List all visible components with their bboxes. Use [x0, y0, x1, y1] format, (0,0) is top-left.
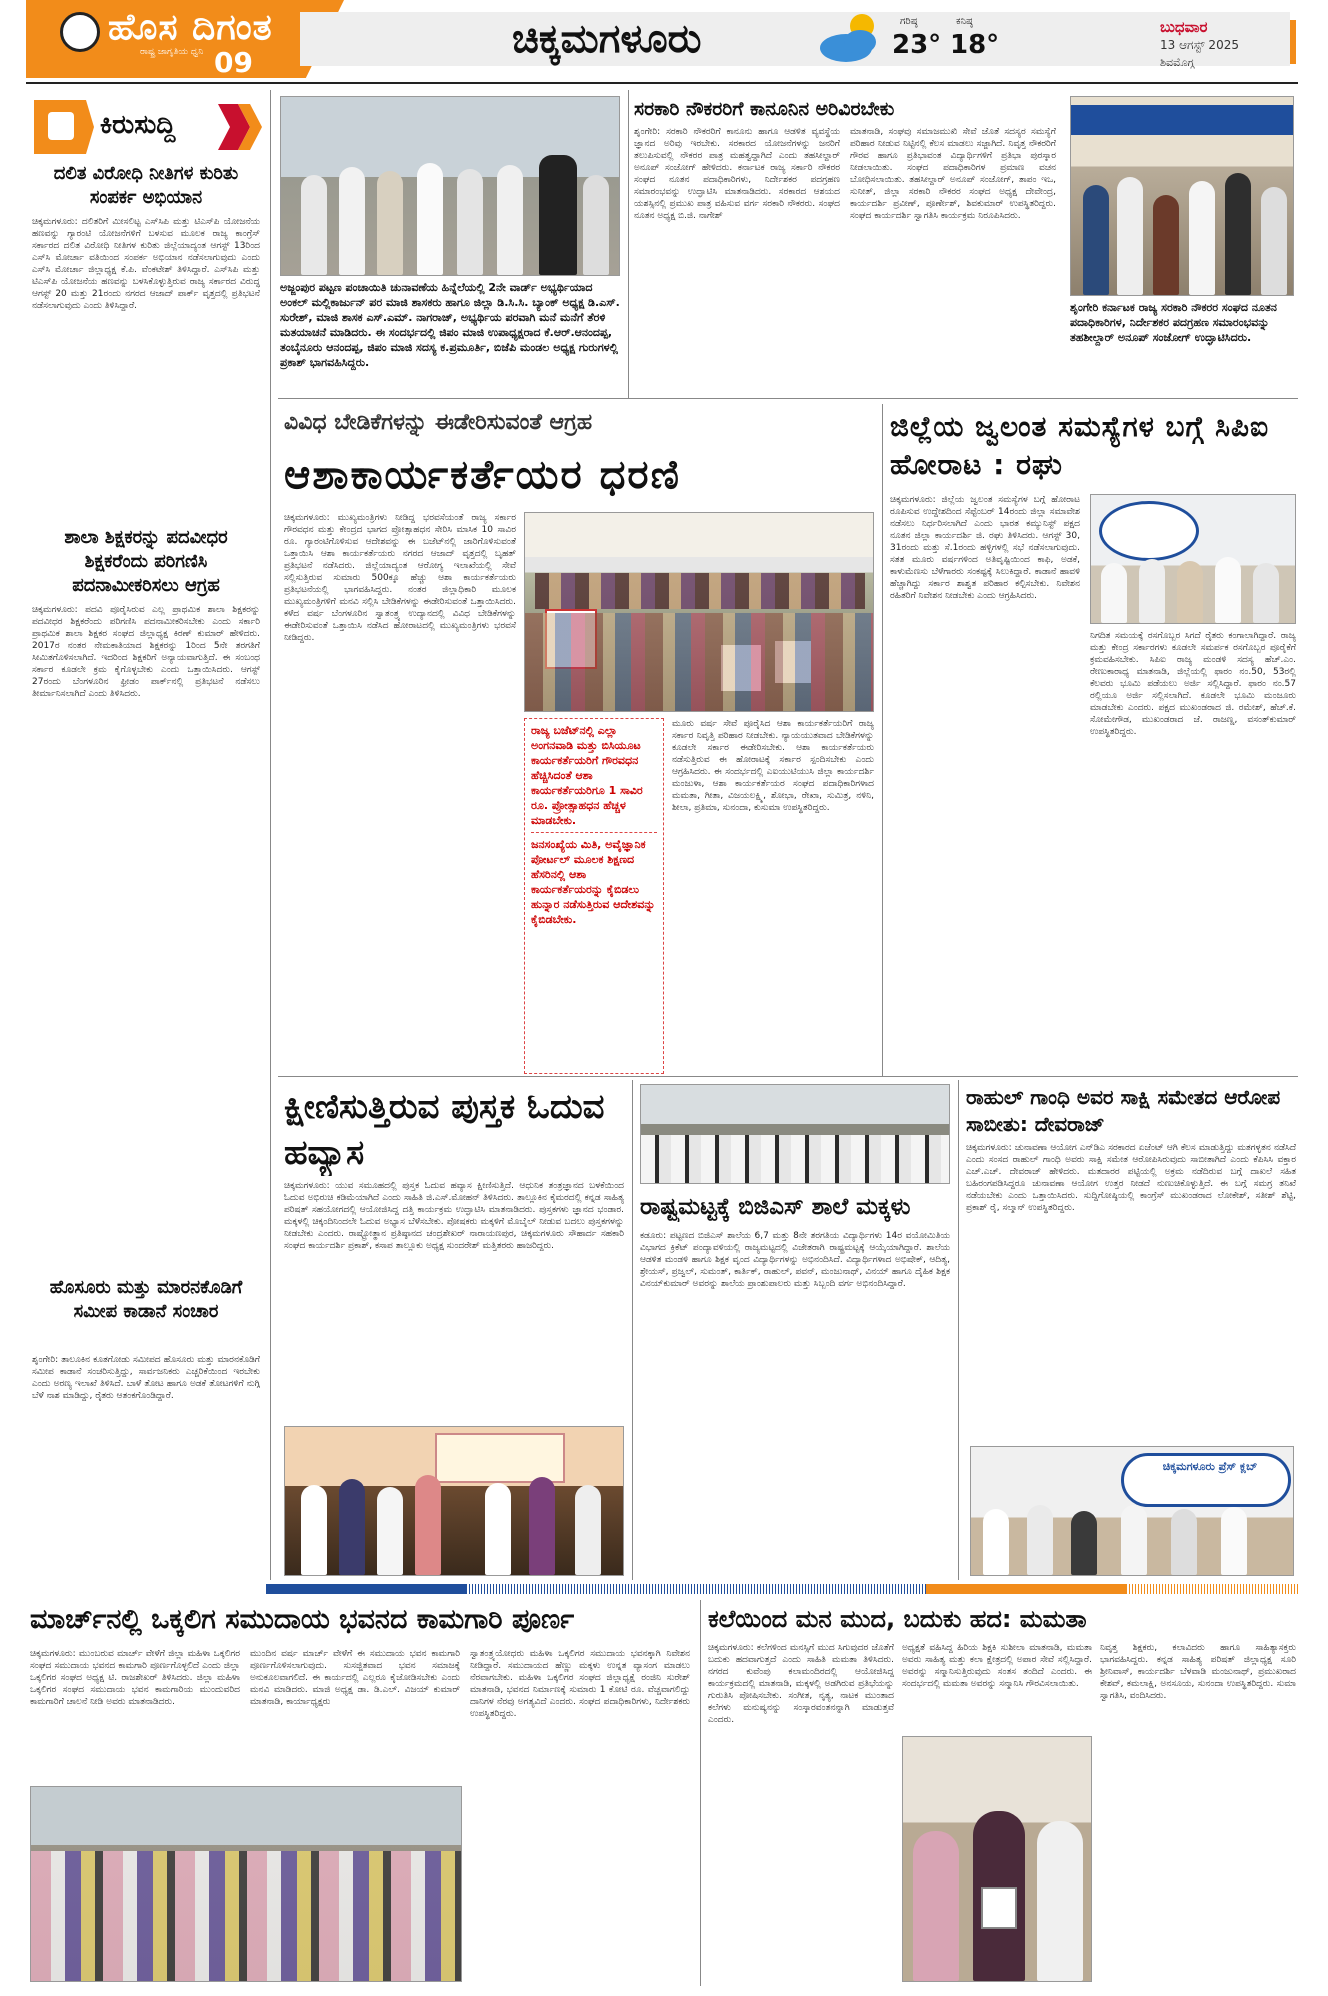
story3-body: ಶೃಂಗೇರಿ: ತಾಲೂಕಿನ ಕೂತಗೋಡು ಸಮೀಪದ ಹೊಸೂರು ಮತ್ತು ಮಾರನಕೊಡಿಗೆ ಸಮೀಪ ಕಾಡಾನೆ ಸಂಚರಿಸುತ್ತಿದ್ದು, ಸಾರ್ವಜನಿಕರು ಎಚ್ಚರಿಕೆಯಿಂದ ಇರಬೇಕು ಎಂದು ಅರಣ್ಯ ಇಲಾಖೆ ತಿಳಿಸಿದೆ. ಬಾಳೆ ತೋಟ ಹಾಗೂ ಅಡಕೆ ತೋಟಗಳಿಗೆ ನುಗ್ಗಿ ಬೆಳೆ ನಾಶ ಮಾಡಿದ್ದು, ರೈತರು ಆತಂಕಗೊಂಡಿದ್ದಾರೆ. — [32, 1355, 260, 1401]
page-number: 09 — [214, 46, 253, 79]
rahul-body: ಚಿಕ್ಕಮಗಳೂರು: ಚುನಾವಣಾ ಆಯೋಗ ಎನ್‌ಡಿಎ ಸರಕಾರದ ಏಜೆಂಟ್ ಆಗಿ ಕೆಲಸ ಮಾಡುತ್ತಿದ್ದು ಮತಗಳ್ಳತನ ನಡೆಸಿದೆ ಎಂದು ಸಂಸದ ರಾಹುಲ್ ಗಾಂಧಿ ಅವರು ಸಾಕ್ಷಿ ಸಮೇತ ಆರೋಪಿಸಿರುವುದು ಸಾಬೀತಾಗಿದೆ ಎಂದು ಕೆಪಿಸಿಸಿ ವಕ್ತಾರ ಎಚ್.ಎಚ್. ದೇವರಾಜ್ ಹೇಳಿದರು. ಮತದಾರರ ಪಟ್ಟಿಯಲ್ಲಿ ಅಕ್ರಮ ನಡೆದಿರುವ ಬಗ್ಗೆ ದಾಖಲೆ ಸಹಿತ ಬಹಿರಂಗಪಡಿಸಿದ್ದರೂ ಚುನಾವಣಾ ಆಯೋಗ ಉತ್ತರ ನೀಡದೆ ನುಣುಚಿಕೊಳ್ಳುತ್ತಿದೆ. ಈ ಬಗ್ಗೆ ಸಮಗ್ರ ತನಿಖೆ ನಡೆಯಬೇಕು ಎಂದು ಒತ್ತಾಯಿಸಿದರು. ಸುದ್ದಿಗೋಷ್ಠಿಯಲ್ಲಿ ಕಾಂಗ್ರೆಸ್ ಮುಖಂಡರಾದ ಲೋಕೇಶ್, ಸತೀಶ್ ಶೆಟ್ಟಿ, ಪ್ರಕಾಶ್ ರೈ, ಸಲ್ಮಾನ್ ಉಪಸ್ಥಿತರಿದ್ದರು. — [966, 1143, 1296, 1213]
divider-books-bjs — [632, 1080, 633, 1580]
bjs-headline: ರಾಷ್ಟ್ರಮಟ್ಟಕ್ಕೆ ಬಿಜಿಎಸ್ ಶಾಲೆ ಮಕ್ಕಳು — [640, 1194, 911, 1220]
kale-body-b: ಅಧ್ಯಕ್ಷತೆ ವಹಿಸಿದ್ದ ಹಿರಿಯ ಶಿಕ್ಷಕಿ ಸುಶೀಲಾ ಮಾತನಾಡಿ, ಮಮತಾ ಅವರು ಸಾಹಿತ್ಯ ಮತ್ತು ಕಲಾ ಕ್ಷೇತ್ರದಲ್ಲಿ ಅಪಾರ ಸೇವೆ ಸಲ್ಲಿಸಿದ್ದಾರೆ. ಅವರನ್ನು ಸನ್ಮಾನಿಸುತ್ತಿರುವುದು ಸಂತಸ ತಂದಿದೆ ಎಂದರು. ಈ ಸಂದರ್ಭದಲ್ಲಿ ಮಮತಾ ಅವರನ್ನು ಸನ್ಮಾನಿಸಿ ಗೌರವಿಸಲಾಯಿತು. — [902, 1643, 1092, 1689]
cpi-headline: ಜಿಲ್ಲೆಯ ಜ್ವಲಂತ ಸಮಸ್ಯೆಗಳ ಬಗ್ಗೆ ಸಿಪಿಐ ಹೋರಾಟ : ರಘು — [890, 410, 1270, 481]
kirusuddi-label: ಕಿರುಸುದ್ದಿ — [100, 110, 176, 140]
press-club-banner-text: ಚಿಕ್ಕಮಗಳೂರು ಪ್ರೆಸ್ ಕ್ಲಬ್ — [1162, 1460, 1258, 1473]
min-temp-label: ಕನಿಷ್ಠ — [956, 16, 973, 27]
masthead-accent-bar — [1290, 20, 1296, 64]
asha-body-left: ಚಿಕ್ಕಮಗಳೂರು: ಮುಖ್ಯಮಂತ್ರಿಗಳು ನೀಡಿದ್ದ ಭರವಸೆಯಂತೆ ರಾಜ್ಯ ಸರ್ಕಾರ ಗೌರವಧನ ಮತ್ತು ಕೇಂದ್ರದ ಭಾಗದ ಪ್ರೋತ್ಸಾಹಧನ ಸೇರಿಸಿ ಮಾಸಿಕ 10 ಸಾವಿರ ರೂ. ಗ್ಯಾರಂಟಿಗೊಳಿಸುವ ಆದೇಶವನ್ನು ಈ ಬಜೆಟ್‌ನಲ್ಲಿ ಜಾರಿಗೊಳಿಸುವಂತೆ ಒತ್ತಾಯಿಸಿ ಆಶಾ ಕಾರ್ಯಕರ್ತೆಯರು ನಗರದ ಆಜಾದ್ ವೃತ್ತದಲ್ಲಿ ಬೃಹತ್ ಪ್ರತಿಭಟನೆ ನಡೆಸಿದರು. ಜಿಲ್ಲೆಯಾದ್ಯಂತ ಆರೋಗ್ಯ ಇಲಾಖೆಯಲ್ಲಿ ಸೇವೆ ಸಲ್ಲಿಸುತ್ತಿರುವ ಸುಮಾರು 500ಕ್ಕೂ ಹೆಚ್ಚು ಆಶಾ ಕಾರ್ಯಕರ್ತೆಯರು ಪ್ರತಿಭಟನೆಯಲ್ಲಿ ಭಾಗವಹಿಸಿದ್ದರು. ನಂತರ ಜಿಲ್ಲಾಧಿಕಾರಿ ಮೂಲಕ ಮುಖ್ಯಮಂತ್ರಿಗಳಿಗೆ ಮನವಿ ಸಲ್ಲಿಸಿ ಬೇಡಿಕೆಗಳನ್ನು ಈಡೇರಿಸುವಂತೆ ಒತ್ತಾಯಿಸಿದರು. ಕಳೆದ ವರ್ಷ ಬೆಂಗಳೂರಿನ ಸ್ವಾತಂತ್ರ್ಯ ಉದ್ಯಾನದಲ್ಲಿ ವಿವಿಧ ಬೇಡಿಕೆಗಳನ್ನು ಈಡೇರಿಸುವಂತೆ ಒತ್ತಾಯಿಸಿ ನಡೆಸಿದ ಹೋರಾಟದಲ್ಲಿ ಮುಖ್ಯಮಂತ್ರಿಗಳು ಭರವಸೆ ನೀಡಿದ್ದರು. — [284, 513, 516, 643]
story1-title: ದಲಿತ ವಿರೋಧಿ ನೀತಿಗಳ ಕುರಿತು ಸಂಪರ್ಕ ಅಭಿಯಾನ — [53, 163, 239, 208]
kale-body-c: ನಿವೃತ್ತ ಶಿಕ್ಷಕರು, ಕಲಾವಿದರು ಹಾಗೂ ಸಾಹಿತ್ಯಾಸಕ್ತರು ಭಾಗವಹಿಸಿದ್ದರು. ಕನ್ನಡ ಸಾಹಿತ್ಯ ಪರಿಷತ್ ಜಿಲ್ಲಾಧ್ಯಕ್ಷ ಸೂರಿ ಶ್ರೀನಿವಾಸ್, ಕಾರ್ಯದರ್ಶಿ ಬೆಳವಾಡಿ ಮಂಜುನಾಥ್, ಪ್ರಮುಖರಾದ ಕೇಶವ್, ಕಮಲಾಕ್ಷಿ, ಅನಸೂಯ, ಸುನಂದಾ ಉಪಸ್ಥಿತರಿದ್ದರು. ಸುಮಾ ಸ್ವಾಗತಿಸಿ, ವಂದಿಸಿದರು. — [1100, 1643, 1296, 1701]
bjs-students-photo — [640, 1084, 950, 1184]
kale-body-a: ಚಿಕ್ಕಮಗಳೂರು: ಕಲೆಗಳಿಂದ ಮನಸ್ಸಿಗೆ ಮುದ ಸಿಗುವುದರ ಜೊತೆಗೆ ಬದುಕು ಹದವಾಗುತ್ತದೆ ಎಂದು ಸಾಹಿತಿ ಮಮತಾ ತಿಳಿಸಿದರು. ನಗರದ ಕುವೆಂಪು ಕಲಾಮಂದಿರದಲ್ಲಿ ಆಯೋಜಿಸಿದ್ದ ಕಾರ್ಯಕ್ರಮದಲ್ಲಿ ಮಾತನಾಡಿ, ಮಕ್ಕಳಲ್ಲಿ ಅಡಗಿರುವ ಪ್ರತಿಭೆಯನ್ನು ಗುರುತಿಸಿ ಪೋಷಿಸಬೇಕು. ಸಂಗೀತ, ನೃತ್ಯ, ನಾಟಕ ಮುಂತಾದ ಕಲೆಗಳು ಮನುಷ್ಯನನ್ನು ಸಂಸ್ಕಾರವಂತನನ್ನಾಗಿ ಮಾಡುತ್ತವೆ ಎಂದರು. — [708, 1643, 894, 1725]
okkaliga-body-c: ಸ್ವಾತಂತ್ರ್ಯಯೋಧರು ಮಹಿಳಾ ಒಕ್ಕಲಿಗರ ಸಮುದಾಯ ಭವನಕ್ಕಾಗಿ ನಿವೇಶನ ನೀಡಿದ್ದಾರೆ. ಸಮುದಾಯದ ಹೆಣ್ಣು ಮಕ್ಕಳು ಉನ್ನತ ವ್ಯಾಸಂಗ ಮಾಡಲು ನೆರವಾಗಬೇಕು. ಮಹಿಳಾ ಒಕ್ಕಲಿಗರ ಸಂಘದ ಜಿಲ್ಲಾಧ್ಯಕ್ಷೆ ರಂಜಿನಿ ಸುರೇಶ್ ಮಾತನಾಡಿ, ಭವನದ ನಿರ್ಮಾಣಕ್ಕೆ ಸುಮಾರು 1 ಕೋಟಿ ರೂ. ವೆಚ್ಚವಾಗಲಿದ್ದು ದಾನಿಗಳ ನೆರವು ಅಗತ್ಯವಿದೆ ಎಂದರು. ಸಂಘದ ಪದಾಧಿಕಾರಿಗಳು, ನಿರ್ದೇಶಕರು ಉಪಸ್ಥಿತರಿದ್ದರು. — [470, 1649, 690, 1719]
cpi-body-right: ನಿಗದಿತ ಸಮಯಕ್ಕೆ ರಸಗೊಬ್ಬರ ಸಿಗದೆ ರೈತರು ಕಂಗಾಲಾಗಿದ್ದಾರೆ. ರಾಜ್ಯ ಮತ್ತು ಕೇಂದ್ರ ಸರ್ಕಾರಗಳು ಕೂಡಲೇ ಸಮರ್ಪಕ ರಸಗೊಬ್ಬರ ಪೂರೈಕೆಗೆ ಕ್ರಮವಹಿಸಬೇಕು. ಸಿಪಿಐ ರಾಜ್ಯ ಮಂಡಳಿ ಸದಸ್ಯ ಹೆಚ್.ಎಂ. ರೇಣುಕಾರಾಧ್ಯ ಮಾತನಾಡಿ, ಜಿಲ್ಲೆಯಲ್ಲಿ ಫಾರಂ ನಂ.50, 53ರಲ್ಲಿ ಕೆಲವರು ಭೂಮಿ ಪಡೆಯಲು ಅರ್ಜಿ ಸಲ್ಲಿಸಿದ್ದಾರೆ. ಫಾರಂ ನಂ.57 ರಲ್ಲಿಯೂ ಅರ್ಜಿ ಸಲ್ಲಿಸಲಾಗಿದೆ. ಕೂಡಲೇ ಭೂಮಿ ಮಂಜೂರು ಮಾಡಬೇಕು ಎಂದರು. ಪಕ್ಷದ ಮುಖಂಡರಾದ ಜಿ. ರಮೇಶ್, ಹೆಚ್.ಕೆ. ಸೋಮೇಗೌಡ, ಮುಖಂಡರಾದ ಜೆ. ರಾಜಣ್ಣ, ವಸಂತ್‌ಕುಮಾರ್ ಉಪಸ್ಥಿತರಿದ್ದರು. — [1090, 631, 1296, 737]
kale-felicitation-photo — [902, 1736, 1092, 1982]
story3-title: ಹೊಸೂರು ಮತ್ತು ಮಾರನಕೊಡಿಗೆ ಸಮೀಪ ಕಾಡಾನೆ ಸಂಚಾರ — [49, 1277, 243, 1322]
max-temp-value: 23° — [892, 30, 942, 60]
books-body: ಚಿಕ್ಕಮಗಳೂರು: ಯುವ ಸಮೂಹದಲ್ಲಿ ಪುಸ್ತಕ ಓದುವ ಹವ್ಯಾಸ ಕ್ಷೀಣಿಸುತ್ತಿದೆ. ಆಧುನಿಕ ತಂತ್ರಜ್ಞಾನದ ಬಳಕೆಯಿಂದ ಓದುವ ಅಭಿರುಚಿ ಕಡಿಮೆಯಾಗಿದೆ ಎಂದು ಸಾಹಿತಿ ಜಿ.ಎಸ್.ಮೋಹನ್ ತಿಳಿಸಿದರು. ತಾಲ್ಲೂಕಿನ ಕೈಮರದಲ್ಲಿ ಕನ್ನಡ ಸಾಹಿತ್ಯ ಪರಿಷತ್ ಸಹಯೋಗದಲ್ಲಿ ಆಯೋಜಿಸಿದ್ದ ದತ್ತಿ ಕಾರ್ಯಕ್ರಮ ಉದ್ಘಾಟಿಸಿ ಮಾತನಾಡಿದರು. ಪುಸ್ತಕಗಳು ಜ್ಞಾನದ ಭಂಡಾರ. ಮಕ್ಕಳಲ್ಲಿ ಚಿಕ್ಕಂದಿನಿಂದಲೇ ಓದುವ ಅಭ್ಯಾಸ ಬೆಳೆಸಬೇಕು. ಪೋಷಕರು ಮಕ್ಕಳಿಗೆ ಮೊಬೈಲ್ ನೀಡುವ ಬದಲು ಪುಸ್ತಕಗಳನ್ನು ನೀಡಬೇಕು ಎಂದರು. ರಾಷ್ಟ್ರೋತ್ಥಾನ ಪ್ರತಿಷ್ಠಾನದ ಚಂದ್ರಶೇಖರ್ ನಾರಾಯಣಪುರ, ಚಿಕ್ಕಮಗಳೂರು ಸೌಹಾರ್ದ ಸಹಕಾರಿ ಸಂಘದ ಕಾರ್ಯದರ್ಶಿ ಪ್ರಕಾಶ್, ಕಸಾಪ ತಾಲ್ಲೂಕು ಅಧ್ಯಕ್ಷ ಸುಂದರೇಶ್ ಮತ್ತಿತರರು ಹಾಜರಿದ್ದರು. — [284, 1181, 624, 1251]
cpi-body-left: ಚಿಕ್ಕಮಗಳೂರು: ಜಿಲ್ಲೆಯ ಜ್ವಲಂತ ಸಮಸ್ಯೆಗಳ ಬಗ್ಗೆ ಹೋರಾಟ ರೂಪಿಸುವ ಉದ್ದೇಶದಿಂದ ಸೆಪ್ಟೆಂಬರ್ 14ರಂದು ಜಿಲ್ಲಾ ಸಮಾವೇಶ ನಡೆಸಲು ನಿರ್ಧರಿಸಲಾಗಿದೆ ಎಂದು ಭಾರತ ಕಮ್ಯುನಿಸ್ಟ್ ಪಕ್ಷದ ನೂತನ ಜಿಲ್ಲಾ ಕಾರ್ಯದರ್ಶಿ ಜಿ. ರಘು ತಿಳಿಸಿದರು. ಆಗಸ್ಟ್ 30, 31ರಂದು ಮತ್ತು ಸೆ.1ರಂದು ಹಳ್ಳಿಗಳಲ್ಲಿ ಸಭೆ ನಡೆಸಲಾಗುವುದು. ಸತತ ಮೂರು ವರ್ಷಗಳಿಂದ ಅತಿವೃಷ್ಟಿಯಿಂದ ಕಾಫಿ, ಅಡಕೆ, ಕಾಳುಮೆಣಸು ಬೆಳೆಗಾರರು ಸಂಕಷ್ಟಕ್ಕೆ ಸಿಲುಕಿದ್ದಾರೆ. ಕಾಡಾನೆ ಹಾವಳಿ ಹೆಚ್ಚಾಗಿದ್ದು ಸರ್ಕಾರ ಶಾಶ್ವತ ಪರಿಹಾರ ಕಲ್ಪಿಸಬೇಕು. ನಿವೇಶನ ರಹಿತರಿಗೆ ನಿವೇಶನ ನೀಡಬೇಕು ಎಂದು ಆಗ್ರಹಿಸಿದರು. — [890, 495, 1080, 601]
asha-protest-photo — [524, 512, 874, 712]
asha-kicker: ವಿವಿಧ ಬೇಡಿಕೆಗಳನ್ನು ಈಡೇರಿಸುವಂತೆ ಆಗ್ರಹ — [284, 410, 593, 435]
masthead-rule — [26, 82, 1298, 84]
kale-headline: ಕಲೆಯಿಂದ ಮನ ಮುದ, ಬದುಕು ಹದ: ಮಮತಾ — [708, 1605, 1087, 1633]
okkaliga-group-photo — [30, 1786, 462, 1982]
left-column-divider — [270, 90, 271, 1580]
cpi-press-photo — [1090, 494, 1296, 624]
brand-name: ಹೊಸ ದಿಗಂತ — [108, 7, 273, 48]
row2-bottom-rule — [278, 1076, 1298, 1077]
asha-body-mid: ಮೂರು ವರ್ಷ ಸೇವೆ ಪೂರೈಸಿದ ಆಶಾ ಕಾರ್ಯಕರ್ತೆಯರಿಗೆ ರಾಜ್ಯ ಸರ್ಕಾರ ನಿವೃತ್ತಿ ಪರಿಹಾರ ನೀಡಬೇಕು. ನ್ಯಾಯಯುತವಾದ ಬೇಡಿಕೆಗಳನ್ನು ಕೂಡಲೇ ಸರ್ಕಾರ ಈಡೇರಿಸಬೇಕು. ಆಶಾ ಕಾರ್ಯಕರ್ತೆಯರು ನಡೆಸುತ್ತಿರುವ ಈ ಹೋರಾಟಕ್ಕೆ ಸರ್ಕಾರ ಸ್ಪಂದಿಸಬೇಕು ಎಂದು ಆಗ್ರಹಿಸಿದರು. ಈ ಸಂದರ್ಭದಲ್ಲಿ ಎಐಯುಟಿಯುಸಿ ಜಿಲ್ಲಾ ಕಾರ್ಯದರ್ಶಿ ಮಂಜುಳಾ, ಆಶಾ ಕಾರ್ಯಕರ್ತೆಯರ ಸಂಘದ ಪದಾಧಿಕಾರಿಗಳಾದ ಮಮತಾ, ಗೀತಾ, ವಿಜಯಲಕ್ಷ್ಮಿ, ಶೋಭಾ, ರೇಖಾ, ಸುಮಿತ್ರ, ನಳಿನಿ, ಶೀಲಾ, ಪ್ರತಿಮಾ, ಸುನಂದಾ, ಕುಸುಮಾ ಉಪಸ್ಥಿತರಿದ್ದರು. — [672, 719, 874, 813]
asha-demand-2: ಜನಸಂಖ್ಯೆಯ ಮಿತಿ, ಅವೈಜ್ಞಾನಿಕ ಪೋರ್ಟಲ್ ಮೂಲಕ ಶಿಕ್ಷಣದ ಹೆಸರಿನಲ್ಲಿ ಆಶಾ ಕಾರ್ಯಕರ್ತೆಯರನ್ನು ಕೈಬಿಡಲು ಹುನ್ನಾರ ನಡೆಸುತ್ತಿರುವ ಆದೇಶವನ್ನು ಕೈಬಿಡಬೇಕು. — [531, 838, 656, 926]
max-temp-label: ಗರಿಷ್ಠ — [900, 16, 918, 27]
edition-name: ಶಿವಮೊಗ್ಗ — [1160, 56, 1195, 69]
weather-cloud-icon — [812, 8, 888, 68]
asha-demands-box — [524, 718, 664, 1074]
divider-r1a — [628, 90, 629, 398]
row1-bottom-rule — [278, 398, 1298, 399]
date-full: 13 ಆಗಸ್ಟ್ 2025 — [1160, 38, 1239, 52]
story2-title: ಶಾಲಾ ಶಿಕ್ಷಕರನ್ನು ಪದವೀಧರ ಶಿಕ್ಷಕರೆಂದು ಪರಿಗಣಿಸಿ ಪದನಾಮೀಕರಿಸಲು ಆಗ್ರಹ — [64, 527, 228, 596]
sringeri-photo-caption: ಶೃಂಗೇರಿ ಕರ್ನಾಟಕ ರಾಜ್ಯ ಸರಕಾರಿ ನೌಕರರ ಸಂಘದ ನೂತನ ಪದಾಧಿಕಾರಿಗಳ, ನಿರ್ದೇಶಕರ ಪದಗ್ರಹಣ ಸಮಾರಂಭವನ್ನು ತಹಶೀಲ್ದಾರ್ ಅನೂಪ್ ಸಂಜೋಗ್ ಉದ್ಘಾಟಿಸಿದರು. — [1070, 301, 1277, 344]
city-title: ಚಿಕ್ಕಮಗಳೂರು — [512, 16, 702, 62]
date-day: ಬುಧವಾರ — [1160, 18, 1208, 36]
bjs-body: ಕಡೂರು: ಪಟ್ಟಣದ ಬಿಜಿಎಸ್ ಶಾಲೆಯ 6,7 ಮತ್ತು 8ನೇ ತರಗತಿಯ ವಿದ್ಯಾರ್ಥಿಗಳು 14ರ ವಯೋಮಿತಿಯ ವಿಭಾಗದ ಕ್ರಿಕೆಟ್ ಪಂದ್ಯಾವಳಿಯಲ್ಲಿ ರಾಜ್ಯಮಟ್ಟದಲ್ಲಿ ವಿಜೇತರಾಗಿ ರಾಷ್ಟ್ರಮಟ್ಟಕ್ಕೆ ಆಯ್ಕೆಯಾಗಿದ್ದಾರೆ. ಶಾಲೆಯ ಆಡಳಿತ ಮಂಡಳಿ ಹಾಗೂ ಶಿಕ್ಷಕ ವೃಂದ ವಿದ್ಯಾರ್ಥಿಗಳನ್ನು ಅಭಿನಂದಿಸಿದೆ. ವಿದ್ಯಾರ್ಥಿಗಳಾದ ಅಭಿಷೇಕ್, ಆದಿತ್ಯ, ಶ್ರೇಯಸ್, ಪ್ರಜ್ವಲ್, ಸುಮಂತ್, ಕಾರ್ತಿಕ್, ರಾಹುಲ್, ಪವನ್, ಮಂಜುನಾಥ್, ವಿನಯ್ ಹಾಗೂ ದೈಹಿಕ ಶಿಕ್ಷಕ ವಿನಯ್‌ಕುಮಾರ್ ಅವರನ್ನು ಶಾಲೆಯ ಪ್ರಾಂಶುಪಾಲರು ಮತ್ತು ಸಿಬ್ಬಂದಿ ವರ್ಗ ಅಭಿನಂದಿಸಿದ್ದಾರೆ. — [640, 1231, 950, 1289]
govt-employees-body-right: ಮಾತನಾಡಿ, ಸಂಘವು ಸಮಾಜಮುಖಿ ಸೇವೆ ಜೊತೆ ಸದಸ್ಯರ ಸಮಸ್ಯೆಗೆ ಪರಿಹಾರ ನೀಡುವ ನಿಟ್ಟಿನಲ್ಲಿ ಕೆಲಸ ಮಾಡಲು ಸಜ್ಜಾಗಿದೆ. ನಿವೃತ್ತ ನೌಕರರಿಗೆ ಗೌರವ ಹಾಗೂ ಪ್ರತಿಭಾವಂತ ವಿದ್ಯಾರ್ಥಿಗಳಿಗೆ ಪ್ರತಿಭಾ ಪುರಸ್ಕಾರ ನೀಡಲಾಯಿತು. ಸಂಘದ ಪದಾಧಿಕಾರಿಗಳ ಪ್ರಮಾಣ ವಚನ ಬೋಧಿಸಲಾಯಿತು. ತಹಸೀಲ್ದಾರ್ ಅನೂಪ್ ಸಂಜೋಗ್, ತಾಪಂ ಇಒ, ಸುನೀತ್, ಜಿಲ್ಲಾ ಸರಕಾರಿ ನೌಕರರ ಸಂಘದ ಅಧ್ಯಕ್ಷ ದೇವೇಂದ್ರ, ಕಾರ್ಯದರ್ಶಿ ಪ್ರವೀಣ್, ಪೂರ್ಣೇಶ್, ಶಿವಕುಮಾರ್ ಉಪಸ್ಥಿತರಿದ್ದರು. ಸಂಘದ ಕಾರ್ಯದರ್ಶಿ ಸ್ವಾಗತಿಸಿ ಕಾರ್ಯಕ್ರಮ ನಿರೂಪಿಸಿದರು. — [850, 127, 1056, 221]
brand-logo-icon — [60, 12, 100, 52]
brand-tagline: ರಾಷ್ಟ್ರ ಜಾಗೃತಿಯ ಧ್ವನಿ — [140, 47, 204, 57]
okkaliga-headline: ಮಾರ್ಚ್‌ನಲ್ಲಿ ಒಕ್ಕಲಿಗ ಸಮುದಾಯ ಭವನದ ಕಾಮಗಾರಿ ಪೂರ್ಣ — [30, 1604, 575, 1635]
books-event-photo — [284, 1426, 624, 1576]
min-temp-value: 18° — [950, 30, 1000, 60]
masthead — [0, 0, 1328, 80]
okkaliga-body-b: ಮುಂದಿನ ವರ್ಷ ಮಾರ್ಚ್ ವೇಳೆಗೆ ಈ ಸಮುದಾಯ ಭವನ ಕಾಮಗಾರಿ ಪೂರ್ಣಗೊಳಿಸಲಾಗುವುದು. ಸುಸಜ್ಜಿತವಾದ ಭವನ ಸಮಾಜಕ್ಕೆ ಅನುಕೂಲವಾಗಲಿದೆ. ಈ ಕಾರ್ಯದಲ್ಲಿ ಎಲ್ಲರೂ ಕೈಜೋಡಿಸಬೇಕು ಎಂದು ಮನವಿ ಮಾಡಿದರು. ಮಾಜಿ ಅಧ್ಯಕ್ಷ ಡಾ. ಡಿ.ಎಲ್. ವಿಜಯ್ ಕುಮಾರ್ ಮಾತನಾಡಿ, ಕಾರ್ಯಾಧ್ಯಕ್ಷರು — [250, 1649, 460, 1707]
divider-asha-cpi — [882, 404, 883, 1076]
govt-employees-body-left: ಶೃಂಗೇರಿ: ಸರಕಾರಿ ನೌಕರರಿಗೆ ಕಾನೂನು ಹಾಗೂ ಆಡಳಿತ ವ್ಯವಸ್ಥೆಯ ಜ್ಞಾನದ ಅರಿವು ಇರಬೇಕು. ಸರಕಾರದ ಯೋಜನೆಗಳನ್ನು ಜನರಿಗೆ ತಲುಪಿಸುವಲ್ಲಿ ನೌಕರರ ಪಾತ್ರ ಮಹತ್ವದ್ದಾಗಿದೆ ಎಂದು ತಹಸೀಲ್ದಾರ್ ಅನೂಪ್ ಸಂಜೋಗ್ ಹೇಳಿದರು. ಕರ್ನಾಟಕ ರಾಜ್ಯ ಸರ್ಕಾರಿ ನೌಕರರ ಸಂಘದ ನೂತನ ಪದಾಧಿಕಾರಿಗಳು, ನಿರ್ದೇಶಕರ ಪದಗ್ರಹಣ ಸಮಾರಂಭವನ್ನು ಉದ್ಘಾಟಿಸಿ ಮಾತನಾಡಿದರು. ಸರಕಾರದ ಆಶಯದ ಯಶಸ್ಸಿನಲ್ಲಿ ಪ್ರಮುಖ ಪಾತ್ರ ವಹಿಸುವ ವರ್ಗ ಸರಕಾರಿ ನೌಕರರು. ಸಂಘದ ನೂತನ ಅಧ್ಯಕ್ಷ ಬಿ.ಜಿ. ನಾಗೇಶ್ — [634, 127, 840, 221]
sringeri-event-photo — [1070, 96, 1294, 296]
story1-body: ಚಿಕ್ಕಮಗಳೂರು: ದಲಿತರಿಗೆ ಮೀಸಲಿಟ್ಟ ಎಸ್‌ಸಿಪಿ ಮತ್ತು ಟಿಎಸ್‌ಪಿ ಯೋಜನೆಯ ಹಣವನ್ನು ಗ್ಯಾರಂಟಿ ಯೋಜನೆಗಳಿಗೆ ಬಳಸುವ ಮೂಲಕ ರಾಜ್ಯ ಕಾಂಗ್ರೆಸ್ ಸರ್ಕಾರದ ದಲಿತ ವಿರೋಧಿ ನೀತಿಗಳ ಕುರಿತು ಜಿಲ್ಲೆಯಾದ್ಯಂತ ಆಗಸ್ಟ್ 13ರಿಂದ ಎಸ್‌ಸಿ ಮೋರ್ಚಾ ವತಿಯಿಂದ ಸಂಪರ್ಕ ಅಭಿಯಾನ ನಡೆಸಲಾಗುವುದು ಎಂದು ಎಸ್‌ಸಿ ಮೋರ್ಚಾ ಜಿಲ್ಲಾಧ್ಯಕ್ಷ ಕೆ.ಪಿ. ವೆಂಕಟೇಶ್ ತಿಳಿಸಿದ್ದಾರೆ. ಎಸ್‌ಸಿಪಿ ಮತ್ತು ಟಿಎಸ್‌ಪಿ ಯೋಜನೆಯ ಹಣವನ್ನು ಬಳಸಿಕೊಳ್ಳುತ್ತಿರುವ ರಾಜ್ಯ ಸರ್ಕಾರದ ವಿರುದ್ಧ ಆಗಸ್ಟ್ 20 ಮತ್ತು 21ರಂದು ನಗರದ ಆಜಾದ್ ಪಾರ್ಕ್ ವೃತ್ತದಲ್ಲಿ ಪ್ರತಿಭಟನೆ ನಡೆಸಲಾಗುವುದು ಎಂದು ತಿಳಿಸಿದ್ದಾರೆ. — [32, 217, 260, 311]
section-color-band — [26, 1584, 1298, 1594]
asha-demand-1: ರಾಜ್ಯ ಬಜೆಟ್‌ನಲ್ಲಿ ಎಲ್ಲಾ ಅಂಗನವಾಡಿ ಮತ್ತು ಬಿಸಿಯೂಟ ಕಾರ್ಯಕರ್ತೆಯರಿಗೆ ಗೌರವಧನ ಹೆಚ್ಚಿಸಿದಂತೆ ಆಶಾ ಕಾರ್ಯಕರ್ತೆಯರಿಗೂ 1 ಸಾವಿರ ರೂ. ಪ್ರೋತ್ಸಾಹಧನ ಹೆಚ್ಚಳ ಮಾಡಬೇಕು. — [531, 724, 643, 827]
ajjampura-photo-caption: ಅಜ್ಜಂಪುರ ಪಟ್ಟಣ ಪಂಚಾಯಿತಿ ಚುನಾವಣೆಯ ಹಿನ್ನೆಲೆಯಲ್ಲಿ 2ನೇ ವಾರ್ಡ್ ಅಭ್ಯರ್ಥಿಯಾದ ಅಂಕಲ್ ಮಲ್ಲಿಕಾರ್ಜುನ್ ಪರ ಮಾಜಿ ಶಾಸಕರು ಹಾಗೂ ಜಿಲ್ಲಾ ಡಿ.ಸಿ.ಸಿ. ಬ್ಯಾಂಕ್ ಅಧ್ಯಕ್ಷ ಡಿ.ಎಸ್. ಸುರೇಶ್, ಮಾಜಿ ಶಾಸಕ ಎಸ್.ಎಮ್. ನಾಗರಾಜ್, ಅಭ್ಯರ್ಥಿಯ ಪರವಾಗಿ ಮನೆ ಮನೆಗೆ ತೆರಳಿ ಮತಯಾಚನೆ ಮಾಡಿದರು. ಈ ಸಂದರ್ಭದಲ್ಲಿ ಜಿಪಂ ಮಾಜಿ ಉಪಾಧ್ಯಕ್ಷರಾದ ಕೆ.ಆರ್.ಆನಂದಪ್ಪ, ತಂಬೈನೂರು ಆನಂದಪ್ಪ, ಜಿಪಂ ಮಾಜಿ ಸದಸ್ಯ ಕ.ಪ್ರಮೂರ್ತಿ, ಬಿಜೆಪಿ ಮಂಡಲ ಅಧ್ಯಕ್ಷ ಗುರುಗಳಲ್ಲಿ ಪ್ರಕಾಶ್ ಭಾಗವಹಿಸಿದ್ದರು. — [280, 281, 620, 369]
books-headline: ಕ್ಷೀಣಿಸುತ್ತಿರುವ ಪುಸ್ತಕ ಓದುವ ಹವ್ಯಾಸ — [284, 1087, 605, 1173]
divider-bjs-rahul — [958, 1080, 959, 1580]
asha-headline: ಆಶಾಕಾರ್ಯಕರ್ತೆಯರ ಧರಣಿ — [284, 452, 681, 498]
story2-body: ಚಿಕ್ಕಮಗಳೂರು: ಪದವಿ ಪೂರೈಸಿರುವ ಎಲ್ಲ ಪ್ರಾಥಮಿಕ ಶಾಲಾ ಶಿಕ್ಷಕರನ್ನು ಪದವೀಧರ ಶಿಕ್ಷಕರೆಂದು ಪರಿಗಣಿಸಿ ಪದನಾಮೀಕರಿಸಬೇಕು ಎಂದು ಸರ್ಕಾರಿ ಪ್ರಾಥಮಿಕ ಶಾಲಾ ಶಿಕ್ಷಕರ ಸಂಘದ ಜಿಲ್ಲಾಧ್ಯಕ್ಷ ಕಿರಣ್ ಕುಮಾರ್ ಹೇಳಿದರು. 2017ರ ನಂತರ ನೇಮಕಾತಿಯಾದ ಶಿಕ್ಷಕರನ್ನು 1ರಿಂದ 5ನೇ ತರಗತಿಗೆ ಸೀಮಿತಗೊಳಿಸಲಾಗಿದೆ. ಇದರಿಂದ ಶಿಕ್ಷಕರಿಗೆ ಅನ್ಯಾಯವಾಗುತ್ತಿದೆ. ಈ ಸಂಬಂಧ ಸರ್ಕಾರ ಕೂಡಲೇ ಕ್ರಮ ಕೈಗೊಳ್ಳಬೇಕು ಎಂದು ಒತ್ತಾಯಿಸಿದರು. ಆಗಸ್ಟ್ 27ರಂದು ಬೆಂಗಳೂರಿನ ಫ್ರೀಡಂ ಪಾರ್ಕ್‌ನಲ್ಲಿ ಪ್ರತಿಭಟನೆ ನಡೆಸಲು ತೀರ್ಮಾನಿಸಲಾಗಿದೆ ಎಂದು ತಿಳಿಸಿದರು. — [32, 605, 260, 699]
divider-okkaliga-kale — [700, 1600, 701, 1986]
ajjampura-campaign-photo — [280, 96, 620, 276]
press-club-banner — [1099, 501, 1199, 561]
masthead-gray-band — [300, 12, 1290, 66]
govt-employees-headline: ಸರಕಾರಿ ನೌಕರರಿಗೆ ಕಾನೂನಿನ ಅರಿವಿರಬೇಕು — [634, 98, 895, 120]
okkaliga-body-a: ಚಿಕ್ಕಮಗಳೂರು: ಮುಂಬರುವ ಮಾರ್ಚ್ ವೇಳೆಗೆ ಜಿಲ್ಲಾ ಮಹಿಳಾ ಒಕ್ಕಲಿಗರ ಸಂಘದ ಸಮುದಾಯ ಭವನದ ಕಾಮಗಾರಿ ಪೂರ್ಣಗೊಳ್ಳಲಿದೆ ಎಂದು ಜಿಲ್ಲಾ ಒಕ್ಕಲಿಗರ ಸಂಘದ ಅಧ್ಯಕ್ಷ ಟಿ. ರಾಜಶೇಖರ್ ತಿಳಿಸಿದರು. ಜಿಲ್ಲಾ ಮಹಿಳಾ ಒಕ್ಕಲಿಗರ ಸಂಘದ ಸಮುದಾಯ ಭವನ ಕಾಮಗಾರಿಯ ಮುಂದುವರಿದ ಕಾಮಗಾರಿಗೆ ಚಾಲನೆ ನೀಡಿ ಅವರು ಮಾತನಾಡಿದರು. — [30, 1649, 240, 1707]
rahul-headline: ರಾಹುಲ್ ಗಾಂಧಿ ಅವರ ಸಾಕ್ಷಿ ಸಮೇತದ ಆರೋಪ ಸಾಬೀತು: ದೇವರಾಜ್ — [966, 1085, 1281, 1136]
